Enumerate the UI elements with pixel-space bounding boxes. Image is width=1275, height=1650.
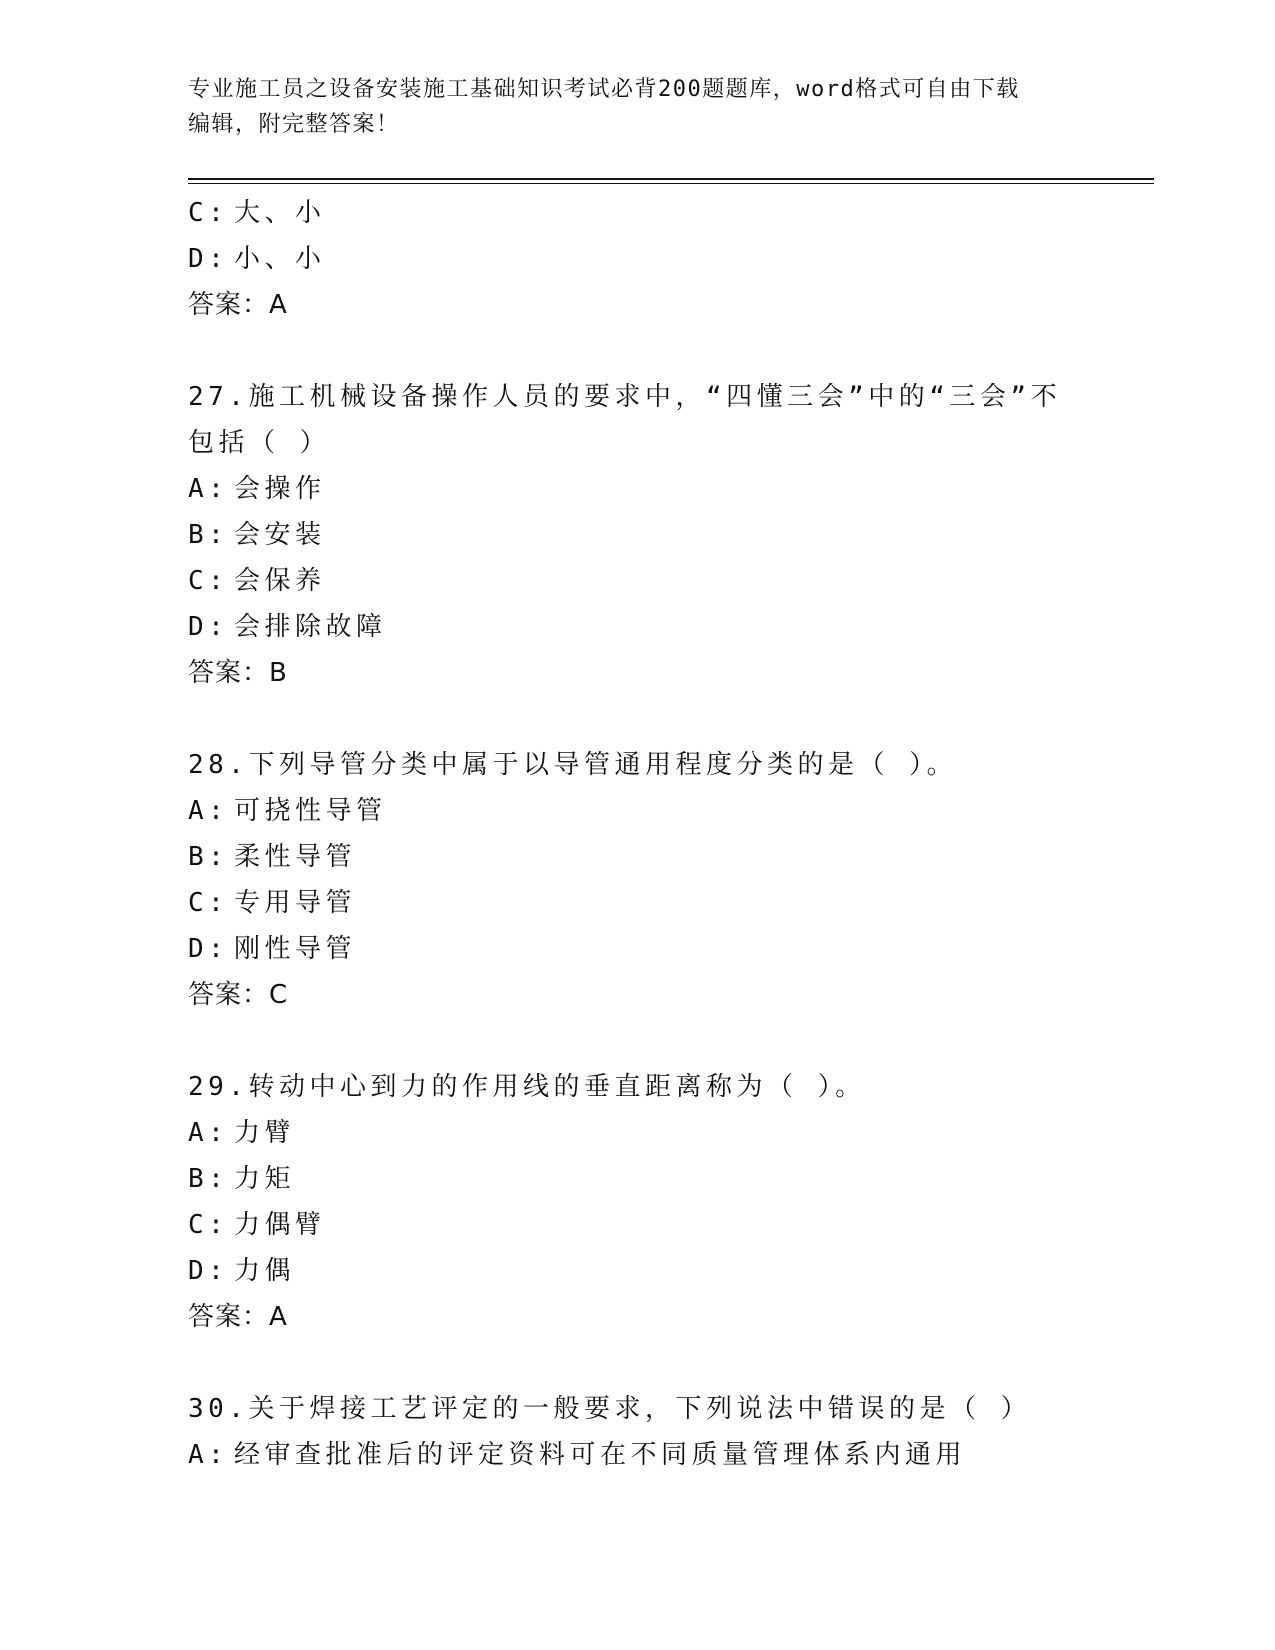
option-d: [188, 1248, 1154, 1294]
option-a: [188, 1110, 1154, 1156]
option-a: [188, 1432, 1154, 1478]
spacer: [188, 1018, 1154, 1064]
option-text: 刚性导管: [234, 934, 357, 964]
option-letter: D:: [188, 1256, 229, 1286]
option-text: 力矩: [234, 1164, 296, 1194]
question-26-continuation: [188, 190, 1154, 328]
question-list: [188, 190, 1154, 1478]
option-a: [188, 788, 1154, 834]
option-text: 经审查批准后的评定资料可在不同质量管理体系内通用: [234, 1440, 967, 1470]
option-text: 会排除故障: [234, 612, 387, 642]
option-letter: A:: [188, 1440, 229, 1470]
document-header: [188, 72, 1088, 142]
question-text: 29.转动中心到力的作用线的垂直距离称为（ ）。: [188, 1072, 866, 1102]
option-letter: B:: [188, 520, 229, 550]
question-29: [188, 1064, 1154, 1340]
option-text: 小、小: [234, 244, 326, 274]
question-text: 27.施工机械设备操作人员的要求中，“四懂三会”中的“三会”不包括（ ）: [188, 382, 1062, 458]
option-b: [188, 1156, 1154, 1202]
option-text: 柔性导管: [234, 842, 357, 872]
option-text: 会安装: [234, 520, 326, 550]
option-letter: B:: [188, 1164, 229, 1194]
option-c: [188, 1202, 1154, 1248]
answer-line: 答案：B: [188, 658, 288, 688]
header-divider-thin: [188, 183, 1154, 184]
spacer: [188, 696, 1154, 742]
option-letter: C:: [188, 566, 229, 596]
question-30: [188, 1386, 1154, 1478]
option-letter: B:: [188, 842, 229, 872]
option-letter: A:: [188, 474, 229, 504]
option-text: 会保养: [234, 566, 326, 596]
option-text: 力臂: [234, 1118, 296, 1148]
header-title-line-1: 专业施工员之设备安装施工基础知识考试必背200题题库，word格式可自由下载: [188, 77, 1020, 102]
option-c: [188, 880, 1154, 926]
option-text: 力偶臂: [234, 1210, 326, 1240]
option-d: [188, 926, 1154, 972]
option-c: [188, 190, 1154, 236]
answer-line: 答案：A: [188, 290, 288, 320]
option-letter: C:: [188, 888, 229, 918]
question-text: 30.关于焊接工艺评定的一般要求，下列说法中错误的是（ ）: [188, 1394, 1032, 1424]
answer-line: 答案：A: [188, 1302, 288, 1332]
option-letter: D:: [188, 244, 229, 274]
option-letter: A:: [188, 1118, 229, 1148]
option-text: 可挠性导管: [234, 796, 387, 826]
question-28: [188, 742, 1154, 1018]
option-text: 力偶: [234, 1256, 296, 1286]
option-text: 专用导管: [234, 888, 357, 918]
option-text: 大、小: [234, 198, 326, 228]
option-letter: A:: [188, 796, 229, 826]
question-27: [188, 374, 1154, 696]
option-letter: D:: [188, 612, 229, 642]
option-d: [188, 604, 1154, 650]
answer-line: 答案：C: [188, 980, 289, 1010]
question-text: 28.下列导管分类中属于以导管通用程度分类的是（ ）。: [188, 750, 958, 780]
option-letter: C:: [188, 198, 229, 228]
option-b: [188, 512, 1154, 558]
spacer: [188, 328, 1154, 374]
option-b: [188, 834, 1154, 880]
header-divider-thick: [188, 178, 1154, 180]
header-title-line-2: 编辑，附完整答案！: [188, 112, 400, 137]
option-d: [188, 236, 1154, 282]
spacer: [188, 1340, 1154, 1386]
option-text: 会操作: [234, 474, 326, 504]
option-letter: D:: [188, 934, 229, 964]
option-c: [188, 558, 1154, 604]
option-a: [188, 466, 1154, 512]
option-letter: C:: [188, 1210, 229, 1240]
